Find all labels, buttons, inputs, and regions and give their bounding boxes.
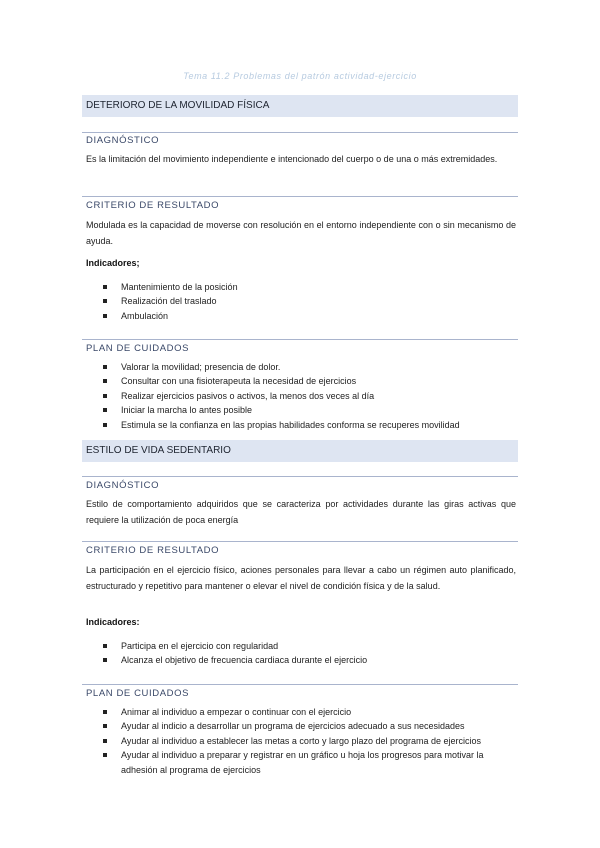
plan-list bbox=[86, 360, 518, 432]
list-item bbox=[86, 719, 518, 733]
plan-heading: PLAN DE CUIDADOS bbox=[86, 688, 190, 699]
diagnostico-text: Es la limitación del movimiento independiente e intencionado del cuerpo o de una o más extremidades. bbox=[86, 154, 498, 164]
list-item-text: Alcanza el objetivo de frecuencia cardiaca durante el ejercicio bbox=[121, 655, 368, 666]
plan-heading: PLAN DE CUIDADOS bbox=[86, 343, 190, 354]
bullet-icon bbox=[103, 299, 107, 303]
indicadores-list bbox=[86, 280, 518, 323]
list-item bbox=[86, 418, 518, 432]
indicadores-label: Indicadores: bbox=[86, 617, 140, 627]
list-item bbox=[86, 294, 518, 308]
bullet-icon bbox=[103, 423, 107, 427]
diagnostico-text: Estilo de comportamiento adquiridos que se caracteriza por actividades durante las giras activas que requiere la utilización de poca energía bbox=[86, 499, 516, 525]
divider bbox=[82, 132, 518, 133]
bullet-icon bbox=[103, 408, 107, 412]
diagnostico-heading: DIAGNÓSTICO bbox=[86, 135, 160, 146]
list-item bbox=[86, 403, 518, 417]
list-item bbox=[86, 309, 518, 323]
criterio-text: La participación en el ejercicio físico, aciones personales para llevar a cabo un régimen auto planificado, estructurado y repetitivo para mantener o elevar el nivel de condición física y de la salud. bbox=[86, 565, 516, 591]
list-item-text: Ayudar al indicio a desarrollar un programa de ejercicios adecuado a sus necesidades bbox=[121, 721, 465, 732]
bullet-icon bbox=[103, 314, 107, 318]
list-item bbox=[86, 705, 518, 719]
list-item-text: Consultar con una fisioterapeuta la necesidad de ejercicios bbox=[121, 376, 357, 387]
list-item bbox=[86, 389, 518, 403]
section-title-sedentario: ESTILO DE VIDA SEDENTARIO bbox=[82, 440, 518, 462]
list-item-text: Participa en el ejercicio con regularidad bbox=[121, 641, 279, 651]
plan-list bbox=[86, 705, 518, 777]
list-item-text: Estimula se la confianza en las propias habilidades conforma se recuperes movilidad bbox=[121, 419, 460, 430]
divider bbox=[82, 541, 518, 542]
list-item-text: Ambulación bbox=[121, 310, 169, 321]
bullet-icon bbox=[103, 710, 107, 714]
criterio-text: Modulada es la capacidad de moverse con resolución en el entorno independiente con o sin mecanismo de ayuda. bbox=[86, 220, 516, 246]
list-item-text: Animar al individuo a empezar o continuar con el ejercicio bbox=[121, 707, 352, 717]
bullet-icon bbox=[103, 644, 107, 648]
divider bbox=[82, 196, 518, 197]
bullet-icon bbox=[103, 724, 107, 728]
criterio-heading: CRITERIO DE RESULTADO bbox=[86, 545, 220, 556]
list-item-text: Ayudar al individuo a establecer las metas a corto y largo plazo del programa de ejercicios bbox=[121, 735, 482, 746]
list-item-text: Ayudar al individuo a preparar y registrar en un gráfico u hoja los progresos para motivar la adhesión al programa de ejercicios bbox=[121, 750, 484, 775]
list-item bbox=[86, 639, 518, 653]
list-item bbox=[86, 280, 518, 294]
list-item-text: Iniciar la marcha lo antes posible bbox=[121, 405, 253, 416]
bullet-icon bbox=[103, 394, 107, 398]
bullet-icon bbox=[103, 379, 107, 383]
criterio-heading: CRITERIO DE RESULTADO bbox=[86, 200, 220, 211]
bullet-icon bbox=[103, 365, 107, 369]
list-item bbox=[86, 374, 518, 388]
list-item bbox=[86, 653, 518, 667]
diagnostico-heading: DIAGNÓSTICO bbox=[86, 480, 160, 491]
list-item bbox=[86, 360, 518, 374]
list-item-text: Realización del traslado bbox=[121, 296, 217, 307]
section-title-movilidad: DETERIORO DE LA MOVILIDAD FÍSICA bbox=[82, 95, 518, 117]
list-item bbox=[86, 748, 518, 777]
divider bbox=[82, 476, 518, 477]
indicadores-label: Indicadores; bbox=[86, 258, 140, 268]
bullet-icon bbox=[103, 753, 107, 757]
list-item-text: Realizar ejercicios pasivos o activos, la menos dos veces al día bbox=[121, 390, 375, 401]
list-item-text: Valorar la movilidad; presencia de dolor. bbox=[121, 362, 281, 372]
divider bbox=[82, 684, 518, 685]
bullet-icon bbox=[103, 658, 107, 662]
divider bbox=[82, 339, 518, 340]
list-item bbox=[86, 734, 518, 748]
indicadores-list bbox=[86, 639, 518, 668]
bullet-icon bbox=[103, 739, 107, 743]
document-title: Tema 11.2 Problemas del patrón actividad-ejercicio bbox=[183, 71, 417, 81]
bullet-icon bbox=[103, 285, 107, 289]
list-item-text: Mantenimiento de la posición bbox=[121, 282, 238, 292]
